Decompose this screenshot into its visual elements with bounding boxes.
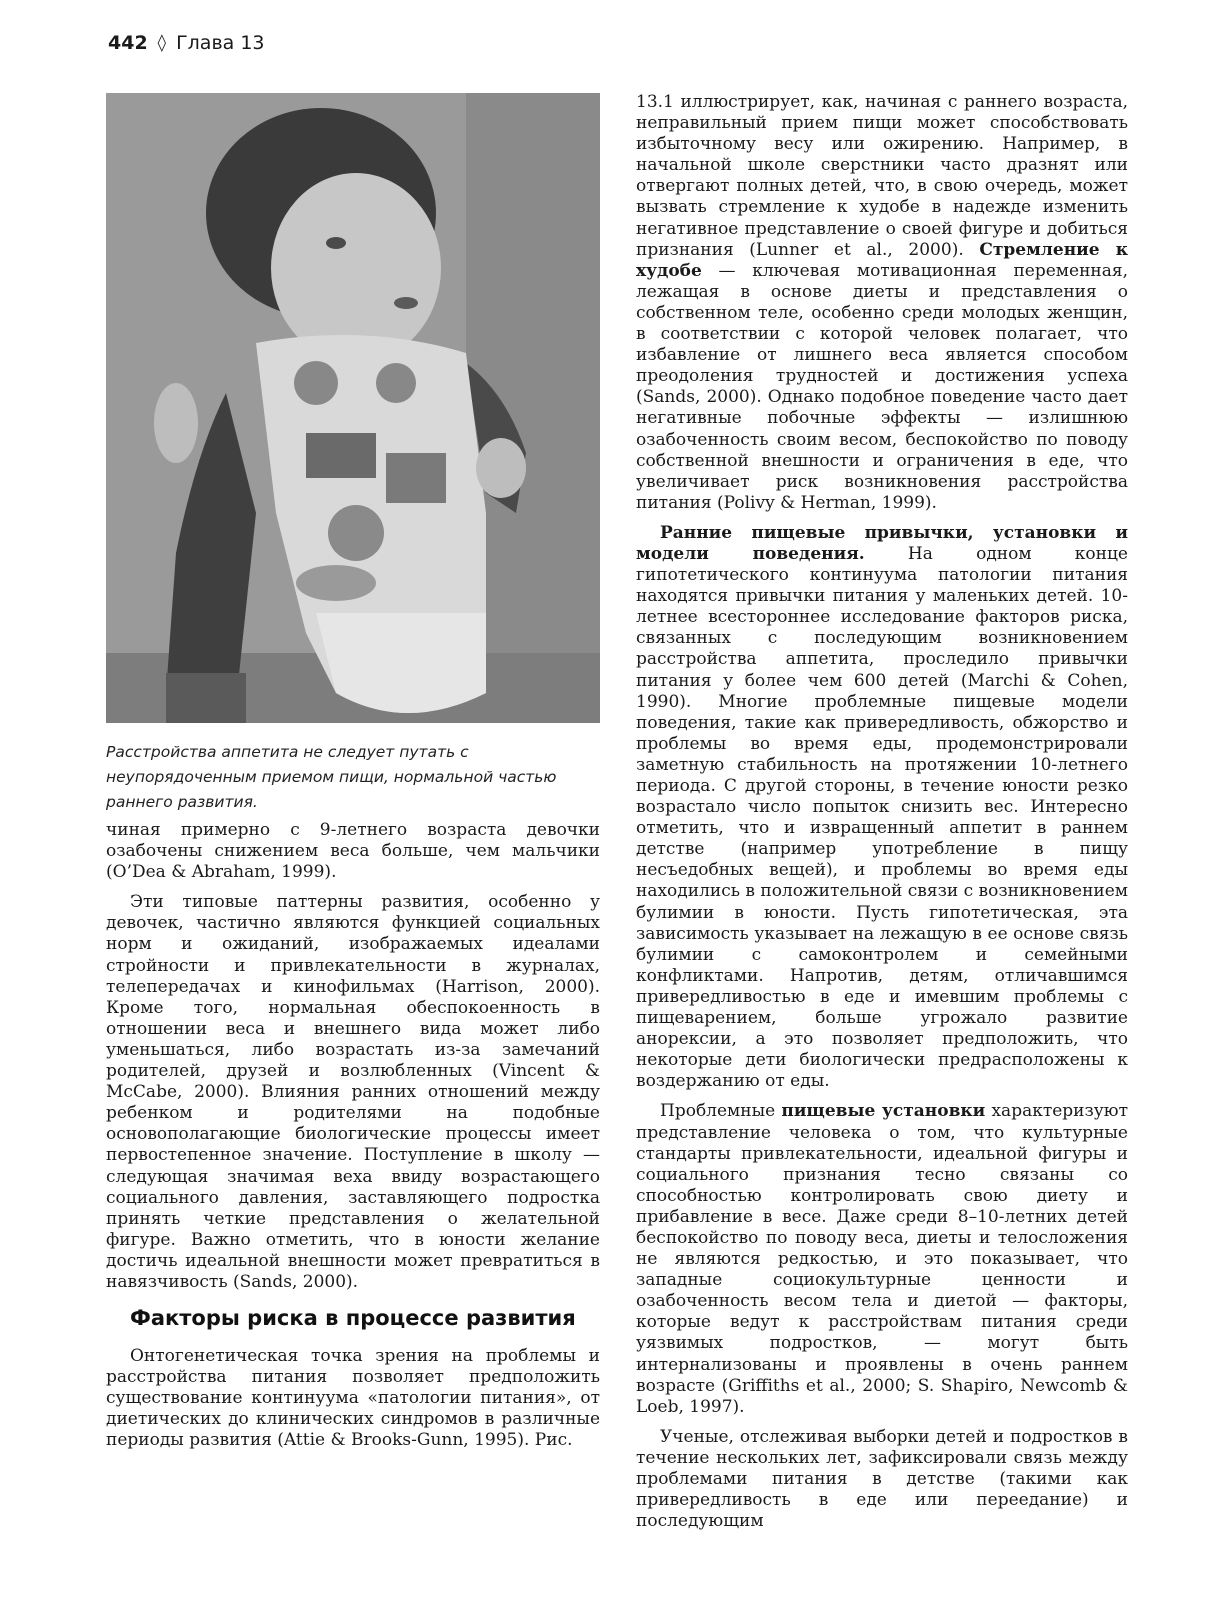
right-column [636, 92, 1128, 1532]
paragraph: чиная примерно с 9-летнего возраста девочки озабочены снижением веса больше, чем мальчики (O’Dea & Abraham, 1999). [106, 820, 600, 883]
page-number: 442 [108, 32, 148, 54]
page-header [108, 32, 265, 54]
text-run: характеризуют представление человека о том, что культурные стандарты привлекательности, идеальной фигуры и социального признания тесно связаны со способностью контролировать свою диету и прибавление в весе. Даже среди 8–10-летних детей беспокойство по поводу веса, диеты и телосложения не являются редкостью, и это показывает, что западные социокультурные ценности и озабоченность весом тела и диетой — факторы, которые ведут к расстройствам питания среди уязвимых подростков, — могут быть интернализованы и проявлены в очень раннем возрасте (Griffiths et al., 2000; S. Shapiro, Newcomb & Loeb, 1997). [636, 1101, 1128, 1417]
text-run: На одном конце гипотетического континуума патологии питания находятся привычки питания у маленьких детей. 10-летнее всестороннее исследование факторов риска, связанных с последующим возникновением расстройства аппетита, проследило привычки питания у более чем 600 детей (Marchi & Cohen, 1990). Многие проблемные пищевые модели поведения, такие как привередливость, обжорство и проблемы во время еды, продемонстрировали заметную стабильность на протяжении 10-летнего периода. С другой стороны, в течение юности резко возрастало число попыток снизить вес. Интересно отметить, что и извращенный аппетит в раннем детстве (например употребление в пищу несъедобных вещей), и проблемы во время еды находились в положительной связи с возникновением булимии в юности. Пусть гипотетическая, эта зависимость указывает на лежащую в ее основе связь булимии с самоконтролем и семейными конфликтами. Напротив, детям, отличавшимся привередливостью в еде и имевшим проблемы с пищеварением, больше угрожало развитие анорексии, а это позволяет предположить, что некоторые дети биологически предрасположены к воздержанию от еды. [636, 543, 1129, 1092]
figure-caption: Расстройства аппетита не следует путать с неупорядоченным приемом пищи, нормальной частью раннего развития. [106, 743, 557, 811]
text-run: Проблемные [660, 1101, 782, 1122]
left-column-top [106, 820, 600, 1293]
paragraph: Онтогенетическая точка зрения на проблемы и расстройства питания позволяет предположить существование континуума «патологии питания», от диетических до клинических синдромов в различные периоды развития (Attie & Brooks-Gunn, 1995). Рис. [106, 1346, 600, 1451]
text-run: 13.1 иллюстрирует, как, начиная с раннего возраста, неправильный прием пищи может способствовать избыточному весу или ожирению. Например, в начальной школе сверстники часто дразнят или отвергают полных детей, что, в свою очередь, может вызвать стремление к худобе в надежде изменить негативное представление о своей фигуре и добиться признания (Lunner et al., 2000). [636, 92, 1128, 260]
left-column-bottom [106, 1346, 600, 1451]
child-photo-illustration [106, 93, 600, 723]
text-run: — ключевая мотивационная переменная, лежащая в основе диеты и представления о собственном теле, особенно среди молодых женщин, в соответствии с которой человек полагает, что избавление от лишнего веса является способом преодоления трудностей и достижения успеха (Sands, 2000). Однако подобное поведение часто дает негативные побочные эффекты — излишнюю озабоченность своим весом, беспокойство по поводу собственной внешности и ограничения в еде, что увеличивает риск возникновения расстройства питания (Polivy & Herman, 1999). [636, 260, 1128, 513]
diamond-separator-icon: ◊ [157, 33, 167, 53]
chapter-label: Глава 13 [176, 32, 265, 54]
term-bold: пищевые установки [781, 1101, 986, 1122]
paragraph [636, 523, 1128, 1093]
child-photo [106, 93, 600, 723]
section-heading: Факторы риска в процессе развития [130, 1306, 576, 1330]
subheading-bold: Ранние пищевые привычки, установки и модели поведения. [636, 522, 1128, 564]
paragraph [636, 92, 1128, 514]
paragraph: Ученые, отслеживая выборки детей и подростков в течение нескольких лет, зафиксировали связь между проблемами питания в детстве (такими как привередливость в еде или переедание) и последующим [636, 1426, 1128, 1532]
paragraph: Эти типовые паттерны развития, особенно у девочек, частично являются функцией социальных норм и ожиданий, изображаемых идеалами стройности и привлекательности в журналах, телепередачах и кинофильмах (Harrison, 2000). Кроме того, нормальная обеспокоенность в отношении веса и внешнего вида может либо уменьшаться, либо возрастать из-за замечаний родителей, друзей и возлюбленных (Vincent & McCabe, 2000). Влияния ранних отношений между ребенком и родителями на подобные основополагающие биологические процессы имеет первостепенное значение. Поступление в школу — следующая значимая веха ввиду возрастающего социального давления, заставляющего подростка принять четкие представления о желательной фигуре. Важно отметить, что в юности желание достичь идеальной внешности может превратиться в навязчивость (Sands, 2000). [106, 892, 600, 1292]
paragraph [636, 1101, 1128, 1417]
term-bold: Стремление к худобе [636, 239, 1128, 281]
